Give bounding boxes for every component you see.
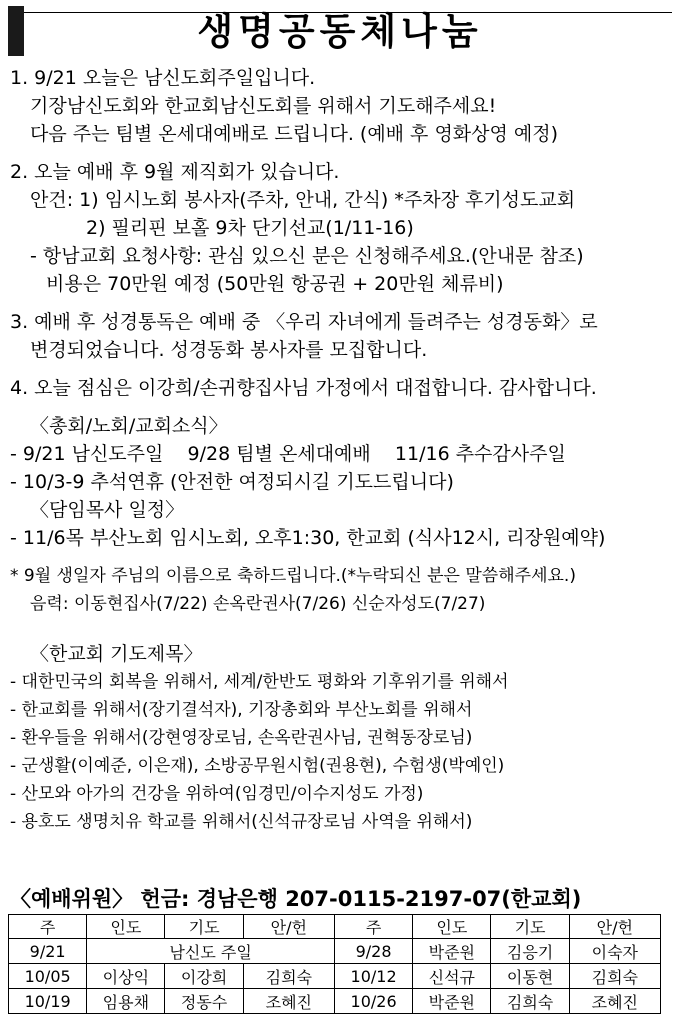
header <box>8 6 672 56</box>
table-cell: 박준원 <box>413 939 491 964</box>
table-cell: 이동현 <box>491 964 569 989</box>
page-title: 생명공동체나눔 <box>197 10 483 53</box>
header-cell: 인도 <box>413 915 491 939</box>
table-cell: 김희숙 <box>243 964 334 989</box>
table-cell: 9/28 <box>334 939 412 964</box>
table-cell: 신석규 <box>413 964 491 989</box>
item-line: 4. 오늘 점심은 이강희/손귀향집사님 가정에서 대접합니다. 감사합니다. <box>10 377 597 399</box>
table-row <box>9 989 661 1014</box>
prayer-line: - 산모와 아가의 건강을 위하여(임경민/이수지성도 가정) <box>10 784 424 804</box>
prayer-line: - 한교회를 위해서(장기결석자), 기장총회와 부산노회를 위해서 <box>10 700 473 720</box>
item-4 <box>10 374 674 402</box>
prayer-line: - 환우들을 위해서(강현영장로님, 손옥란권사님, 권혁동장로님) <box>10 728 473 748</box>
header-cell: 주 <box>9 915 87 939</box>
item-line: - 항남교회 요청사항: 관심 있으신 분은 신청해주세요.(안내문 참조) <box>30 245 584 267</box>
birthday-section <box>10 562 674 618</box>
header-cell: 안/헌 <box>243 915 334 939</box>
header-cell: 기도 <box>165 915 243 939</box>
duty-table <box>8 914 661 1014</box>
table-cell: 정동수 <box>165 989 243 1014</box>
item-line: 1. 9/21 오늘은 남신도회주일입니다. <box>10 67 316 89</box>
item-3 <box>10 308 674 364</box>
birthday-line: * 9월 생일자 주님의 이름으로 축하드립니다.(*누락되신 분은 말씀해주세요.) <box>10 566 576 586</box>
news-line: - 9/21 남신도주일 9/28 팀별 온세대예배 11/16 추수감사주일 <box>10 443 566 465</box>
table-cell: 9/21 <box>9 939 87 964</box>
item-line: 3. 예배 후 성경통독은 예배 중 〈우리 자녀에게 들려주는 성경동화〉로 <box>10 311 598 333</box>
table-cell: 10/19 <box>9 989 87 1014</box>
header-cell: 안/헌 <box>569 915 660 939</box>
item-line: 변경되었습니다. 성경동화 봉사자를 모집합니다. <box>30 339 428 361</box>
table-cell: 김희숙 <box>491 989 569 1014</box>
pastor-schedule-heading: 〈담임목사 일정〉 <box>30 499 185 521</box>
item-line: 기장남신도회와 한교회남신도회를 위해서 기도해주세요! <box>30 95 497 117</box>
table-header-row <box>9 915 661 939</box>
table-row <box>9 939 661 964</box>
prayer-section <box>10 640 674 836</box>
item-line: 안건: 1) 임시노회 봉사자(주차, 안내, 간식) *주차장 후기성도교회 <box>30 189 576 211</box>
prayer-line: - 대한민국의 회복을 위해서, 세계/한반도 평화와 기후위기를 위해서 <box>10 672 509 692</box>
table-cell: 이상익 <box>87 964 165 989</box>
birthday-lunar-line: 음력: 이동현집사(7/22) 손옥란권사(7/26) 신순자성도(7/27) <box>30 594 486 614</box>
prayer-line: - 용호도 생명치유 학교를 위해서(신석규장로님 사역을 위해서) <box>10 812 473 832</box>
table-cell: 박준원 <box>413 989 491 1014</box>
item-line: 2. 오늘 예배 후 9월 제직회가 있습니다. <box>10 161 340 183</box>
prayer-heading: 〈한교회 기도제목〉 <box>30 643 203 665</box>
table-cell: 10/26 <box>334 989 412 1014</box>
table-cell: 이숙자 <box>569 939 660 964</box>
table-cell: 이강희 <box>165 964 243 989</box>
header-cell: 기도 <box>491 915 569 939</box>
table-cell: 조혜진 <box>569 989 660 1014</box>
pastor-schedule-line: - 11/6목 부산노회 임시노회, 오후1:30, 한교회 (식사12시, 리장원예약) <box>10 527 606 549</box>
table-cell: 남신도 주일 <box>87 939 335 964</box>
prayer-line: - 군생활(이예준, 이은재), 소방공무원시험(권용현), 수험생(박예인) <box>10 756 505 776</box>
item-2 <box>10 158 674 298</box>
offering-account: 〈예배위원〉 헌금: 경남은행 207-0115-2197-07(한교회) <box>10 887 582 911</box>
item-line: 다음 주는 팀별 온세대예배로 드립니다. (예배 후 영화상영 예정) <box>30 123 559 145</box>
table-cell: 임용채 <box>87 989 165 1014</box>
item-1 <box>10 64 674 148</box>
table-row <box>9 964 661 989</box>
item-line: 2) 필리핀 보홀 9차 단기선교(1/11-16) <box>86 217 414 239</box>
bulletin-content <box>10 64 674 836</box>
news-heading: 〈총회/노회/교회소식〉 <box>30 415 228 437</box>
table-cell: 김희숙 <box>569 964 660 989</box>
header-cell: 인도 <box>87 915 165 939</box>
table-cell: 김응기 <box>491 939 569 964</box>
table-cell: 10/05 <box>9 964 87 989</box>
news-section <box>10 412 674 552</box>
table-cell: 10/12 <box>334 964 412 989</box>
header-cell: 주 <box>334 915 412 939</box>
table-cell: 조혜진 <box>243 989 334 1014</box>
item-line: 비용은 70만원 예정 (50만원 항공권 + 20만원 체류비) <box>46 273 504 295</box>
news-line: - 10/3-9 추석연휴 (안전한 여정되시길 기도드립니다) <box>10 471 454 493</box>
